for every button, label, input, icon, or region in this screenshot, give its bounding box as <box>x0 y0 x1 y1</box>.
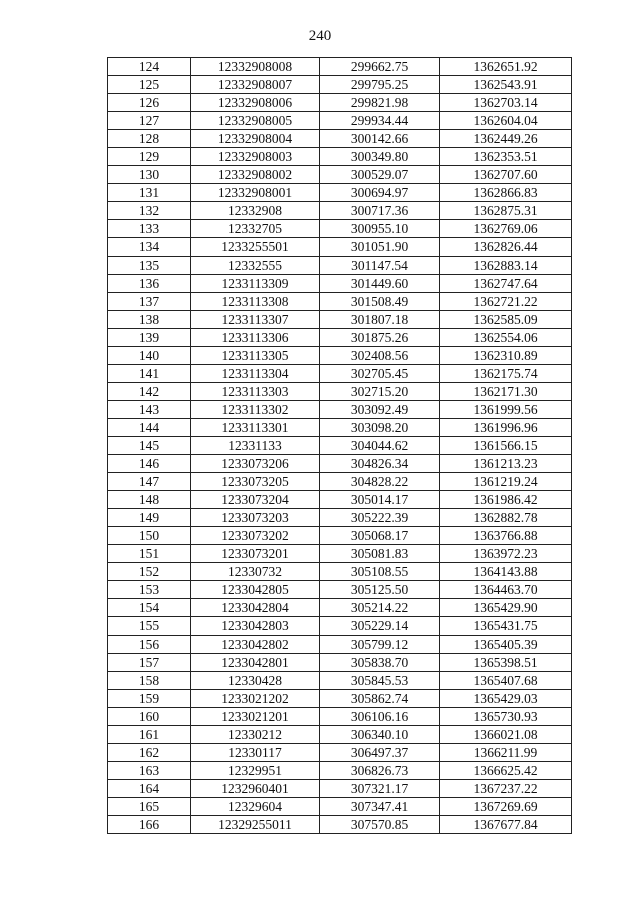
point-code-cell: 1233073203 <box>191 509 320 527</box>
y-coordinate-cell: 1362882.78 <box>440 509 572 527</box>
row-index-cell: 144 <box>108 418 191 436</box>
x-coordinate-cell: 300529.07 <box>320 166 440 184</box>
x-coordinate-cell: 306340.10 <box>320 725 440 743</box>
table-row <box>108 581 572 599</box>
x-coordinate-cell: 300694.97 <box>320 184 440 202</box>
table-row <box>108 455 572 473</box>
table-row <box>108 473 572 491</box>
row-index-cell: 134 <box>108 238 191 256</box>
table-row <box>108 310 572 328</box>
point-code-cell: 1232960401 <box>191 779 320 797</box>
x-coordinate-cell: 303092.49 <box>320 400 440 418</box>
y-coordinate-cell: 1362707.60 <box>440 166 572 184</box>
table-row <box>108 364 572 382</box>
point-code-cell: 1233042803 <box>191 617 320 635</box>
row-index-cell: 142 <box>108 382 191 400</box>
table-row <box>108 58 572 76</box>
point-code-cell: 1233073201 <box>191 545 320 563</box>
x-coordinate-cell: 305108.55 <box>320 563 440 581</box>
x-coordinate-cell: 305214.22 <box>320 599 440 617</box>
row-index-cell: 163 <box>108 761 191 779</box>
table-row <box>108 382 572 400</box>
point-code-cell: 1233042801 <box>191 653 320 671</box>
point-code-cell: 1233073206 <box>191 455 320 473</box>
row-index-cell: 162 <box>108 743 191 761</box>
point-code-cell: 1233042802 <box>191 635 320 653</box>
row-index-cell: 147 <box>108 473 191 491</box>
row-index-cell: 158 <box>108 671 191 689</box>
row-index-cell: 155 <box>108 617 191 635</box>
x-coordinate-cell: 305222.39 <box>320 509 440 527</box>
point-code-cell: 12330732 <box>191 563 320 581</box>
row-index-cell: 160 <box>108 707 191 725</box>
y-coordinate-cell: 1361219.24 <box>440 473 572 491</box>
point-code-cell: 12329255011 <box>191 815 320 833</box>
x-coordinate-cell: 304826.34 <box>320 455 440 473</box>
point-code-cell: 1233042804 <box>191 599 320 617</box>
table-row <box>108 148 572 166</box>
y-coordinate-cell: 1362866.83 <box>440 184 572 202</box>
x-coordinate-cell: 305838.70 <box>320 653 440 671</box>
row-index-cell: 125 <box>108 76 191 94</box>
row-index-cell: 124 <box>108 58 191 76</box>
x-coordinate-cell: 300955.10 <box>320 220 440 238</box>
point-code-cell: 1233073204 <box>191 491 320 509</box>
row-index-cell: 141 <box>108 364 191 382</box>
point-code-cell: 12332908 <box>191 202 320 220</box>
y-coordinate-cell: 1364463.70 <box>440 581 572 599</box>
coordinates-table <box>107 57 572 834</box>
y-coordinate-cell: 1362747.64 <box>440 274 572 292</box>
table-row <box>108 274 572 292</box>
x-coordinate-cell: 300717.36 <box>320 202 440 220</box>
row-index-cell: 151 <box>108 545 191 563</box>
table-row <box>108 184 572 202</box>
point-code-cell: 1233113304 <box>191 364 320 382</box>
y-coordinate-cell: 1365730.93 <box>440 707 572 725</box>
point-code-cell: 1233021201 <box>191 707 320 725</box>
x-coordinate-cell: 306497.37 <box>320 743 440 761</box>
x-coordinate-cell: 301807.18 <box>320 310 440 328</box>
x-coordinate-cell: 305081.83 <box>320 545 440 563</box>
point-code-cell: 12329951 <box>191 761 320 779</box>
point-code-cell: 12330212 <box>191 725 320 743</box>
x-coordinate-cell: 301051.90 <box>320 238 440 256</box>
point-code-cell: 1233113307 <box>191 310 320 328</box>
y-coordinate-cell: 1367237.22 <box>440 779 572 797</box>
table-row <box>108 130 572 148</box>
table-row <box>108 346 572 364</box>
x-coordinate-cell: 301875.26 <box>320 328 440 346</box>
table-row <box>108 76 572 94</box>
y-coordinate-cell: 1362554.06 <box>440 328 572 346</box>
point-code-cell: 1233113309 <box>191 274 320 292</box>
x-coordinate-cell: 301147.54 <box>320 256 440 274</box>
point-code-cell: 12330117 <box>191 743 320 761</box>
point-code-cell: 1233255501 <box>191 238 320 256</box>
y-coordinate-cell: 1362175.74 <box>440 364 572 382</box>
table-row <box>108 671 572 689</box>
x-coordinate-cell: 305068.17 <box>320 527 440 545</box>
row-index-cell: 130 <box>108 166 191 184</box>
x-coordinate-cell: 305845.53 <box>320 671 440 689</box>
point-code-cell: 12329604 <box>191 797 320 815</box>
x-coordinate-cell: 305014.17 <box>320 491 440 509</box>
table-row <box>108 761 572 779</box>
point-code-cell: 12332908003 <box>191 148 320 166</box>
row-index-cell: 128 <box>108 130 191 148</box>
point-code-cell: 1233113308 <box>191 292 320 310</box>
row-index-cell: 165 <box>108 797 191 815</box>
row-index-cell: 136 <box>108 274 191 292</box>
table-row <box>108 256 572 274</box>
y-coordinate-cell: 1363766.88 <box>440 527 572 545</box>
x-coordinate-cell: 305229.14 <box>320 617 440 635</box>
table-row <box>108 509 572 527</box>
table-row <box>108 436 572 454</box>
point-code-cell: 1233113302 <box>191 400 320 418</box>
y-coordinate-cell: 1366211.99 <box>440 743 572 761</box>
point-code-cell: 1233042805 <box>191 581 320 599</box>
table-row <box>108 400 572 418</box>
x-coordinate-cell: 299795.25 <box>320 76 440 94</box>
point-code-cell: 1233073205 <box>191 473 320 491</box>
y-coordinate-cell: 1361566.15 <box>440 436 572 454</box>
row-index-cell: 154 <box>108 599 191 617</box>
row-index-cell: 126 <box>108 94 191 112</box>
table-row <box>108 815 572 833</box>
table-row <box>108 599 572 617</box>
x-coordinate-cell: 304828.22 <box>320 473 440 491</box>
x-coordinate-cell: 307570.85 <box>320 815 440 833</box>
row-index-cell: 159 <box>108 689 191 707</box>
row-index-cell: 149 <box>108 509 191 527</box>
row-index-cell: 138 <box>108 310 191 328</box>
row-index-cell: 146 <box>108 455 191 473</box>
table-row <box>108 112 572 130</box>
x-coordinate-cell: 305799.12 <box>320 635 440 653</box>
y-coordinate-cell: 1362585.09 <box>440 310 572 328</box>
table-row <box>108 545 572 563</box>
point-code-cell: 12332555 <box>191 256 320 274</box>
table-row <box>108 617 572 635</box>
table-row <box>108 202 572 220</box>
y-coordinate-cell: 1365429.03 <box>440 689 572 707</box>
table-row <box>108 238 572 256</box>
row-index-cell: 131 <box>108 184 191 202</box>
row-index-cell: 156 <box>108 635 191 653</box>
page-number: 240 <box>308 28 332 44</box>
row-index-cell: 137 <box>108 292 191 310</box>
point-code-cell: 1233073202 <box>191 527 320 545</box>
row-index-cell: 161 <box>108 725 191 743</box>
x-coordinate-cell: 300349.80 <box>320 148 440 166</box>
table-row <box>108 653 572 671</box>
x-coordinate-cell: 302408.56 <box>320 346 440 364</box>
point-code-cell: 12332908006 <box>191 94 320 112</box>
table-row <box>108 166 572 184</box>
y-coordinate-cell: 1366021.08 <box>440 725 572 743</box>
y-coordinate-cell: 1362449.26 <box>440 130 572 148</box>
y-coordinate-cell: 1362171.30 <box>440 382 572 400</box>
x-coordinate-cell: 302715.20 <box>320 382 440 400</box>
y-coordinate-cell: 1365431.75 <box>440 617 572 635</box>
table-row <box>108 725 572 743</box>
x-coordinate-cell: 305862.74 <box>320 689 440 707</box>
x-coordinate-cell: 301449.60 <box>320 274 440 292</box>
point-code-cell: 12331133 <box>191 436 320 454</box>
x-coordinate-cell: 304044.62 <box>320 436 440 454</box>
table-row <box>108 635 572 653</box>
x-coordinate-cell: 299821.98 <box>320 94 440 112</box>
y-coordinate-cell: 1366625.42 <box>440 761 572 779</box>
row-index-cell: 166 <box>108 815 191 833</box>
point-code-cell: 12332705 <box>191 220 320 238</box>
point-code-cell: 1233113305 <box>191 346 320 364</box>
y-coordinate-cell: 1363972.23 <box>440 545 572 563</box>
x-coordinate-cell: 305125.50 <box>320 581 440 599</box>
table-row <box>108 797 572 815</box>
y-coordinate-cell: 1365405.39 <box>440 635 572 653</box>
y-coordinate-cell: 1362543.91 <box>440 76 572 94</box>
row-index-cell: 150 <box>108 527 191 545</box>
point-code-cell: 12332908005 <box>191 112 320 130</box>
y-coordinate-cell: 1361213.23 <box>440 455 572 473</box>
table-row <box>108 689 572 707</box>
y-coordinate-cell: 1362310.89 <box>440 346 572 364</box>
x-coordinate-cell: 302705.45 <box>320 364 440 382</box>
y-coordinate-cell: 1362826.44 <box>440 238 572 256</box>
y-coordinate-cell: 1365429.90 <box>440 599 572 617</box>
y-coordinate-cell: 1365407.68 <box>440 671 572 689</box>
table-row <box>108 328 572 346</box>
table-row <box>108 779 572 797</box>
point-code-cell: 12330428 <box>191 671 320 689</box>
x-coordinate-cell: 306826.73 <box>320 761 440 779</box>
y-coordinate-cell: 1362703.14 <box>440 94 572 112</box>
point-code-cell: 12332908002 <box>191 166 320 184</box>
row-index-cell: 129 <box>108 148 191 166</box>
row-index-cell: 143 <box>108 400 191 418</box>
row-index-cell: 157 <box>108 653 191 671</box>
y-coordinate-cell: 1361996.96 <box>440 418 572 436</box>
table-row <box>108 292 572 310</box>
row-index-cell: 133 <box>108 220 191 238</box>
point-code-cell: 12332908004 <box>191 130 320 148</box>
y-coordinate-cell: 1362651.92 <box>440 58 572 76</box>
y-coordinate-cell: 1362721.22 <box>440 292 572 310</box>
y-coordinate-cell: 1362883.14 <box>440 256 572 274</box>
row-index-cell: 148 <box>108 491 191 509</box>
x-coordinate-cell: 301508.49 <box>320 292 440 310</box>
table-body <box>108 58 572 834</box>
table-row <box>108 527 572 545</box>
y-coordinate-cell: 1361986.42 <box>440 491 572 509</box>
row-index-cell: 145 <box>108 436 191 454</box>
y-coordinate-cell: 1362353.51 <box>440 148 572 166</box>
point-code-cell: 12332908001 <box>191 184 320 202</box>
point-code-cell: 12332908008 <box>191 58 320 76</box>
point-code-cell: 1233113306 <box>191 328 320 346</box>
point-code-cell: 1233021202 <box>191 689 320 707</box>
x-coordinate-cell: 307347.41 <box>320 797 440 815</box>
x-coordinate-cell: 306106.16 <box>320 707 440 725</box>
y-coordinate-cell: 1365398.51 <box>440 653 572 671</box>
x-coordinate-cell: 300142.66 <box>320 130 440 148</box>
row-index-cell: 153 <box>108 581 191 599</box>
row-index-cell: 127 <box>108 112 191 130</box>
table-row <box>108 220 572 238</box>
y-coordinate-cell: 1364143.88 <box>440 563 572 581</box>
row-index-cell: 164 <box>108 779 191 797</box>
point-code-cell: 12332908007 <box>191 76 320 94</box>
point-code-cell: 1233113301 <box>191 418 320 436</box>
table-row <box>108 743 572 761</box>
y-coordinate-cell: 1362769.06 <box>440 220 572 238</box>
row-index-cell: 132 <box>108 202 191 220</box>
point-code-cell: 1233113303 <box>191 382 320 400</box>
row-index-cell: 152 <box>108 563 191 581</box>
y-coordinate-cell: 1362875.31 <box>440 202 572 220</box>
row-index-cell: 139 <box>108 328 191 346</box>
table-row <box>108 94 572 112</box>
x-coordinate-cell: 303098.20 <box>320 418 440 436</box>
y-coordinate-cell: 1362604.04 <box>440 112 572 130</box>
row-index-cell: 135 <box>108 256 191 274</box>
y-coordinate-cell: 1367677.84 <box>440 815 572 833</box>
row-index-cell: 140 <box>108 346 191 364</box>
y-coordinate-cell: 1367269.69 <box>440 797 572 815</box>
table-row <box>108 491 572 509</box>
x-coordinate-cell: 299662.75 <box>320 58 440 76</box>
x-coordinate-cell: 299934.44 <box>320 112 440 130</box>
table-row <box>108 707 572 725</box>
y-coordinate-cell: 1361999.56 <box>440 400 572 418</box>
table-row <box>108 563 572 581</box>
table-row <box>108 418 572 436</box>
x-coordinate-cell: 307321.17 <box>320 779 440 797</box>
